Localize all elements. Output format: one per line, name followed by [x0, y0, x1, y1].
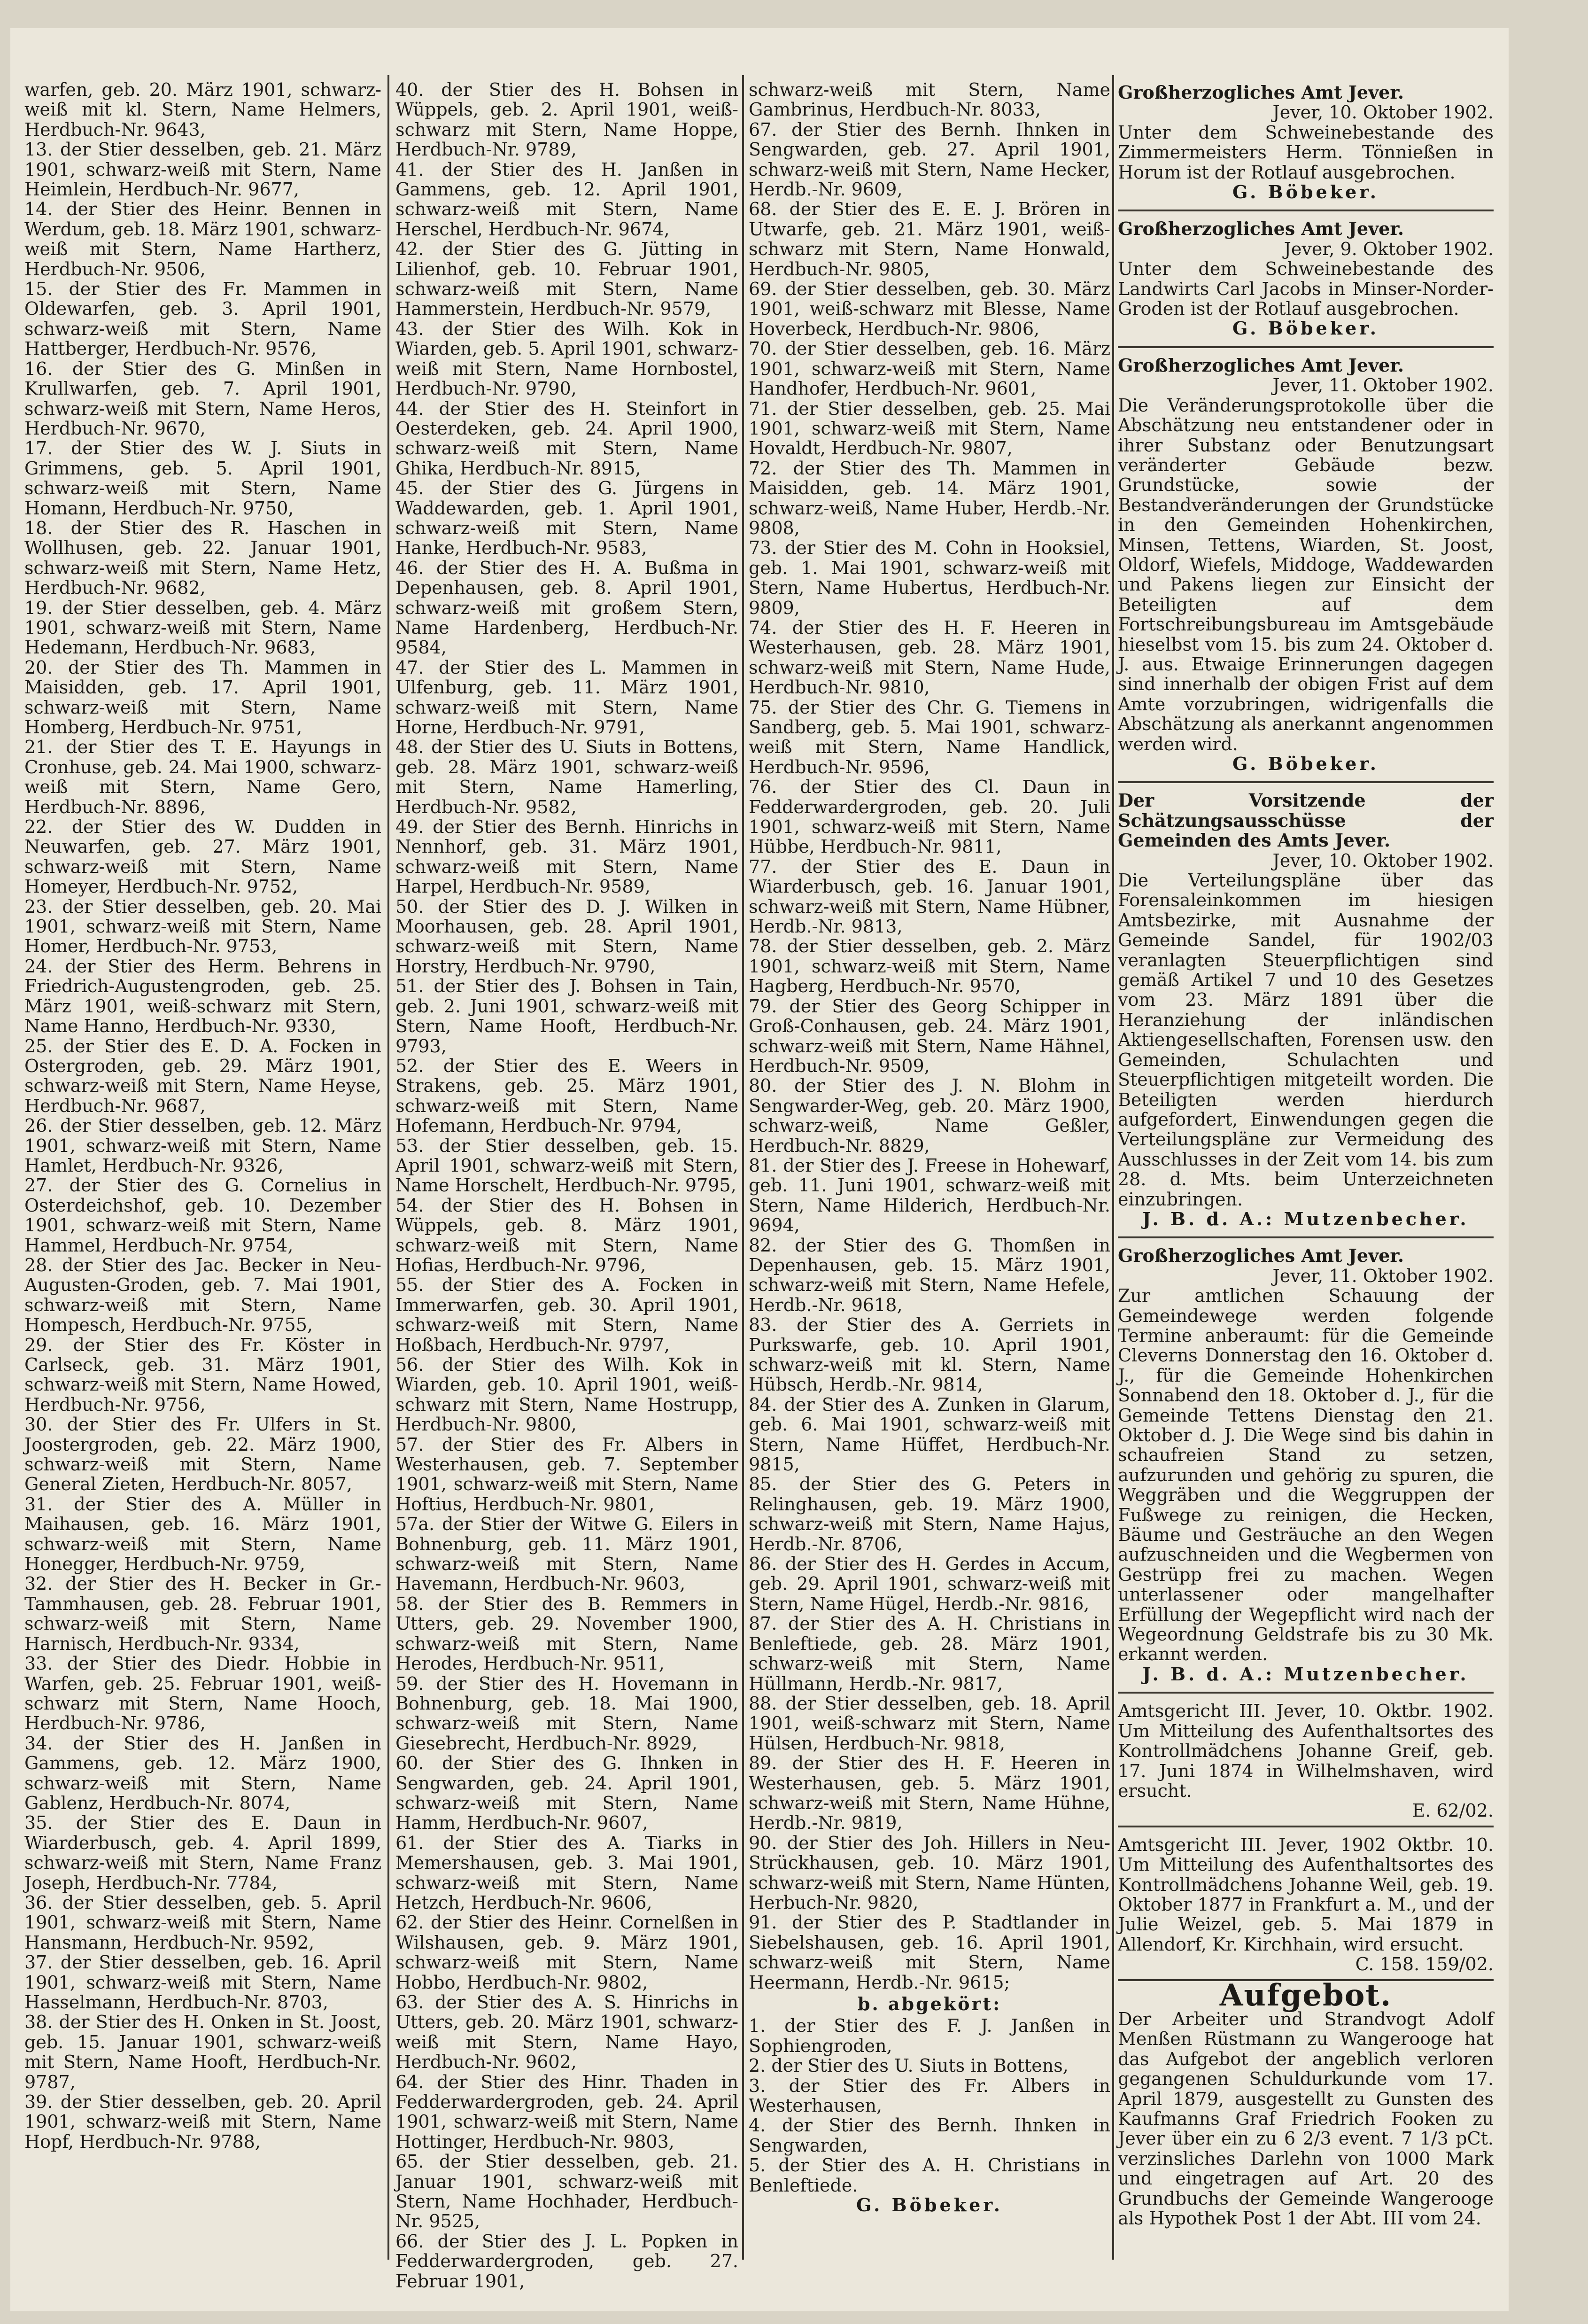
registry-entry: 51. der Stier des J. Bohsen in Tain, geb. 2. Juni 1901, schwarz-weiß mit Stern, Name Hooft, Herdbuch-Nr. 9793,	[395, 976, 738, 1057]
registry-entry: 27. der Stier des G. Cornelius in Osterdeichshof, geb. 10. Dezember 1901, schwarz-weiß mit Stern, Name Hammel, Herdbuch-Nr. 9754,	[24, 1175, 381, 1256]
sub-heading: b. abgekört:	[857, 1993, 1002, 2014]
registry-entry: 2. der Stier des U. Siuts in Bottens,	[749, 2055, 1069, 2076]
registry-entry: 4. der Stier des Bernh. Ihnken in Sengwarden,	[749, 2115, 1110, 2156]
registry-entry: 32. der Stier des H. Becker in Gr.-Tammhausen, geb. 28. Februar 1901, schwarz-weiß mit Stern, Name Harnisch, Herdbuch-Nr. 9334,	[24, 1573, 381, 1654]
registry-entry: 45. der Stier des G. Jürgens in Waddewarden, geb. 1. April 1901, schwarz-weiß mit Stern, Name Hanke, Herdbuch-Nr. 9583,	[395, 478, 738, 559]
registry-entry: 31. der Stier des A. Müller in Maihausen, geb. 16. März 1901, schwarz-weiß mit Stern, Name Honegger, Herdbuch-Nr. 9759,	[24, 1493, 381, 1575]
registry-entry: 87. der Stier des A. H. Christians in Benleftiede, geb. 28. März 1901, schwarz-weiß mit Stern, Name Hüllmann, Herdb.-Nr. 9817,	[749, 1613, 1110, 1694]
registry-entry: warfen, geb. 20. März 1901, schwarz-weiß mit kl. Stern, Name Helmers, Herdbuch-Nr. 9643,	[24, 79, 381, 140]
signature: J. B. d. A.: Mutzenbecher.	[1142, 1208, 1469, 1229]
registry-entry: 54. der Stier des H. Bohsen in Wüppels, geb. 8. März 1901, schwarz-weiß mit Stern, Name Hofias, Herdbuch-Nr. 9796,	[395, 1195, 738, 1275]
notice-authority: Großherzogliches Amt Jever.	[1118, 218, 1404, 240]
registry-entry: 83. der Stier des A. Gerriets in Purkswarfe, geb. 10. April 1901, schwarz-weiß mit kl. Stern, Name Hübsch, Herdb.-Nr. 9814,	[749, 1314, 1110, 1395]
registry-entry: 44. der Stier des H. Steinfort in Oesterdeken, geb. 24. April 1900, schwarz-weiß mit Stern, Name Ghika, Herdbuch-Nr. 8915,	[395, 398, 738, 479]
signature: G. Böbeker.	[1232, 753, 1379, 774]
registry-entry: 69. der Stier desselben, geb. 30. März 1901, weiß-schwarz mit Blesse, Name Hoverbeck, Herdbuch-Nr. 9806,	[749, 279, 1110, 339]
registry-entry: 84. der Stier des A. Zunken in Glarum, geb. 6. Mai 1901, schwarz-weiß mit Stern, Name Hüffet, Herdbuch-Nr. 9815,	[749, 1394, 1110, 1475]
registry-entry: 41. der Stier des H. Janßen in Gammens, geb. 12. April 1901, schwarz-weiß mit Stern, Name Herschel, Herdbuch-Nr. 9674,	[395, 159, 738, 240]
registry-entry: 35. der Stier des E. Daun in Wiarderbusch, geb. 4. April 1899, schwarz-weiß mit Stern, Name Franz Joseph, Herdbuch-Nr. 7784,	[24, 1812, 381, 1893]
registry-entry: 80. der Stier des J. N. Blohm in Sengwarder-Weg, geb. 20. März 1900, schwarz-weiß, Name Geßler, Herdbuch-Nr. 8829,	[749, 1075, 1110, 1156]
notice-date: Jever, 10. Oktober 1902.	[1272, 850, 1494, 871]
registry-entry: 22. der Stier des W. Dudden in Neuwarfen, geb. 27. März 1901, schwarz-weiß mit Stern, Name Homeyer, Herdbuch-Nr. 9752,	[24, 816, 381, 897]
notice-authority: Der Vorsitzende der Schätzungsausschüsse der Gemeinden des Amts Jever.	[1118, 790, 1494, 851]
registry-entry: 52. der Stier des E. Weers in Strakens, geb. 25. März 1901, schwarz-weiß mit Stern, Name Hofemann, Herdbuch-Nr. 9794,	[395, 1055, 738, 1136]
registry-entry: 75. der Stier des Chr. G. Tiemens in Sandberg, geb. 5. Mai 1901, schwarz-weiß mit Stern, Name Handlick, Herdbuch-Nr. 9596,	[749, 697, 1110, 777]
registry-entry: 29. der Stier des Fr. Köster in Carlseck, geb. 31. März 1901, schwarz-weiß mit Stern, Name Howed, Herdbuch-Nr. 9756,	[24, 1334, 381, 1415]
registry-entry: 25. der Stier des E. D. A. Focken in Ostergroden, geb. 29. März 1901, schwarz-weiß mit Stern, Name Heyse, Herdbuch-Nr. 9687,	[24, 1035, 381, 1116]
notice-authority: Großherzogliches Amt Jever.	[1118, 354, 1404, 376]
notice-text: Die Verteilungspläne über das Forensaleinkommen im hiesigen Amtsbezirke, mit Ausnahme der Gemeinde Sandel, für 1902/03 veranlagten Steuerpflichtigen sind gemäß Artikel 7 und 10 des Gesetzes vom 23. März 1891 über die Heranziehung der inländischen Aktiengesellschaften, Forensen usw. den Gemeinden, Schulachten und Steuerpflichtigen mitgeteilt worden. Die Beteiligten werden hierdurch aufgefordert, Einwendungen gegen die Verteilungspläne zur Vermeidung des Ausschlusses in der Zeit vom 14. bis zum 28. d. Mts. beim Unterzeichneten einzubringen.	[1118, 870, 1494, 1210]
notice-reference: C. 158. 159/02.	[1355, 1954, 1494, 1975]
registry-entry: 55. der Stier des A. Focken in Immerwarfen, geb. 30. April 1901, schwarz-weiß mit Stern, Name Hoßbach, Herdbuch-Nr. 9797,	[395, 1275, 738, 1355]
registry-entry: 5. der Stier des A. H. Christians in Benleftiede.	[749, 2155, 1110, 2196]
signature: G. Böbeker.	[856, 2194, 1003, 2216]
notice-7	[1118, 1832, 1494, 1981]
registry-entry: 70. der Stier desselben, geb. 16. März 1901, schwarz-weiß mit Stern, Name Handhofer, Herdbuch-Nr. 9601,	[749, 338, 1110, 399]
notice-text: Unter dem Schweinebestande des Landwirts Carl Jacobs in Minser-Norder-Groden ist der Rotlauf ausgebrochen.	[1118, 258, 1494, 319]
notice-authority: Großherzogliches Amt Jever.	[1118, 82, 1404, 103]
registry-entry: 36. der Stier desselben, geb. 5. April 1901, schwarz-weiß mit Stern, Name Hansmann, Herdbuch-Nr. 9592,	[24, 1892, 381, 1953]
registry-entry: 76. der Stier des Cl. Daun in Fedderwardergroden, geb. 20. Juli 1901, schwarz-weiß mit Stern, Name Hübbe, Herdbuch-Nr. 9811,	[749, 777, 1110, 857]
registry-entry: 48. der Stier des U. Siuts in Bottens, geb. 28. März 1901, schwarz-weiß mit Stern, Name Hamerling, Herdbuch-Nr. 9582,	[395, 737, 738, 817]
registry-entry: 67. der Stier des Bernh. Ihnken in Sengwarden, geb. 27. April 1901, schwarz-weiß mit Stern, Name Hecker, Herdb.-Nr. 9609,	[749, 119, 1110, 200]
registry-entry: 38. der Stier des H. Onken in St. Joost, geb. 15. Januar 1901, schwarz-weiß mit Stern, Name Hooft, Herdbuch-Nr. 9787,	[24, 2012, 381, 2092]
registry-entry: 64. der Stier des Hinr. Thaden in Fedderwardergroden, geb. 24. April 1901, schwarz-weiß mit Stern, Name Hottinger, Herdbuch-Nr. 9803,	[395, 2071, 738, 2152]
registry-entry: 15. der Stier des Fr. Mammen in Oldewarfen, geb. 3. April 1901, schwarz-weiß mit Stern, Name Hattberger, Herdbuch-Nr. 9576,	[24, 279, 381, 359]
column-3-entries	[749, 80, 1110, 1992]
notice-reference: E. 62/02.	[1412, 1800, 1494, 1821]
registry-entry: 78. der Stier desselben, geb. 2. März 1901, schwarz-weiß mit Stern, Name Hagberg, Herdbuch-Nr. 9570,	[749, 936, 1110, 997]
registry-entry: 85. der Stier des G. Peters in Relinghausen, geb. 19. März 1900, schwarz-weiß mit Stern, Name Hajus, Herdb.-Nr. 8706,	[749, 1474, 1110, 1555]
column-rule	[742, 75, 744, 2260]
registry-entry: 89. der Stier des H. F. Heeren in Westerhausen, geb. 5. März 1901, schwarz-weiß mit Stern, Name Hühne, Herdb.-Nr. 9819,	[749, 1753, 1110, 1834]
registry-entry: 77. der Stier des E. Daun in Wiarderbusch, geb. 16. Januar 1901, schwarz-weiß mit Stern, Name Hübner, Herdb.-Nr. 9813,	[749, 856, 1110, 937]
registry-entry: 14. der Stier des Heinr. Bennen in Werdum, geb. 18. März 1901, schwarz-weiß mit Stern, Name Hartherz, Herdbuch-Nr. 9506,	[24, 199, 381, 280]
registry-entry: 49. der Stier des Bernh. Hinrichs in Nennhorf, geb. 31. März 1901, schwarz-weiß mit Stern, Name Harpel, Herdbuch-Nr. 9589,	[395, 816, 738, 897]
registry-entry: 82. der Stier des G. Thomßen in Depenhausen, geb. 15. März 1901, schwarz-weiß mit Stern, Name Hefele, Herdb.-Nr. 9618,	[749, 1235, 1110, 1315]
registry-entry: 57. der Stier des Fr. Albers in Westerhausen, geb. 7. September 1901, schwarz-weiß mit Stern, Name Hoftius, Herdbuch-Nr. 9801,	[395, 1434, 738, 1515]
registry-entry: 68. der Stier des E. E. J. Brören in Utwarfe, geb. 21. März 1901, weiß-schwarz mit Stern, Name Honwald, Herdbuch-Nr. 9805,	[749, 199, 1110, 280]
registry-entry: 19. der Stier desselben, geb. 4. März 1901, schwarz-weiß mit Stern, Name Hedemann, Herdbuch-Nr. 9683,	[24, 597, 381, 658]
registry-entry: 47. der Stier des L. Mammen in Ulfenburg, geb. 11. März 1901, schwarz-weiß mit Stern, Name Horne, Herdbuch-Nr. 9791,	[395, 657, 738, 738]
registry-entry: 24. der Stier des Herm. Behrens in Friedrich-Augustengroden, geb. 25. März 1901, weiß-schwarz mit Stern, Name Hanno, Herdbuch-Nr. 9330,	[24, 956, 381, 1037]
registry-entry: 26. der Stier desselben, geb. 12. März 1901, schwarz-weiß mit Stern, Name Hamlet, Herdbuch-Nr. 9326,	[24, 1115, 381, 1176]
registry-entry: 90. der Stier des Joh. Hillers in Neu-Strückhausen, geb. 10. März 1901, schwarz-weiß mit Stern, Name Hünten, Herbuch-Nr. 9820,	[749, 1832, 1110, 1913]
notice-authority: Großherzogliches Amt Jever.	[1118, 1245, 1404, 1267]
registry-entry: 20. der Stier des Th. Mammen in Maisidden, geb. 17. April 1901, schwarz-weiß mit Stern, Name Homberg, Herdbuch-Nr. 9751,	[24, 657, 381, 738]
registry-entry: 65. der Stier desselben, geb. 21. Januar 1901, schwarz-weiß mit Stern, Name Hochhader, Herdbuch-Nr. 9525,	[395, 2151, 738, 2232]
registry-entry: 23. der Stier desselben, geb. 20. Mai 1901, schwarz-weiß mit Stern, Name Homer, Herdbuch-Nr. 9753,	[24, 896, 381, 957]
registry-entry: 71. der Stier desselben, geb. 25. Mai 1901, schwarz-weiß mit Stern, Name Hovaldt, Herdbuch-Nr. 9807,	[749, 398, 1110, 459]
signature: G. Böbeker.	[1232, 181, 1379, 203]
signature: J. B. d. A.: Mutzenbecher.	[1142, 1663, 1469, 1685]
aufgebot-title: Aufgebot.	[1219, 1977, 1392, 2013]
registry-entry: 53. der Stier desselben, geb. 15. April 1901, schwarz-weiß mit Stern, Name Horschelt, Herdbuch-Nr. 9795,	[395, 1135, 738, 1196]
registry-entry: 46. der Stier des H. A. Bußma in Depenhausen, geb. 8. April 1901, schwarz-weiß mit großem Stern, Name Hardenberg, Herdbuch-Nr. 9584,	[395, 557, 738, 658]
column-4	[1118, 80, 1494, 2228]
notice-text: Unter dem Schweinebestande des Zimmermeisters Herm. Tönnießen in Horum ist der Rotlauf ausgebrochen.	[1118, 122, 1494, 183]
registry-entry: 72. der Stier des Th. Mammen in Maisidden, geb. 14. März 1901, schwarz-weiß, Name Huber, Herdb.-Nr. 9808,	[749, 458, 1110, 538]
notice-date: Jever, 9. Oktober 1902.	[1284, 238, 1494, 259]
registry-entry: 50. der Stier des D. J. Wilken in Moorhausen, geb. 28. April 1901, schwarz-weiß mit Stern, Name Horstry, Herdbuch-Nr. 9790,	[395, 896, 738, 977]
registry-entry: 63. der Stier des A. S. Hinrichs in Utters, geb. 20. März 1901, schwarz-weiß mit Stern, Name Hayo, Herdbuch-Nr. 9602,	[395, 1992, 738, 2073]
aufgebot-notice	[1118, 1977, 1494, 2229]
notice-1	[1118, 80, 1494, 211]
registry-entry: 28. der Stier des Jac. Becker in Neu-Augusten-Groden, geb. 7. Mai 1901, schwarz-weiß mit Stern, Name Hompesch, Herdbuch-Nr. 9755,	[24, 1254, 381, 1336]
registry-entry: 56. der Stier des Wilh. Kok in Wiarden, geb. 10. April 1901, weiß-schwarz mit Stern, Name Hostrupp, Herdbuch-Nr. 9800,	[395, 1354, 738, 1435]
column-rule	[1112, 75, 1114, 2260]
notice-date: Jever, 11. Oktober 1902.	[1272, 375, 1494, 396]
notice-date: Jever, 11. Oktober 1902.	[1272, 1265, 1494, 1286]
registry-entry: 86. der Stier des H. Gerdes in Accum, geb. 29. April 1901, schwarz-weiß mit Stern, Name Hügel, Herdb.-Nr. 9816,	[749, 1554, 1110, 1614]
column-1	[24, 80, 381, 2152]
registry-entry: 57a. der Stier der Witwe G. Eilers in Bohnenburg, geb. 11. März 1901, schwarz-weiß mit Stern, Name Havemann, Herdbuch-Nr. 9603,	[395, 1514, 738, 1594]
registry-entry: 73. der Stier des M. Cohn in Hooksiel, geb. 1. Mai 1901, schwarz-weiß mit Stern, Name Hubertus, Herdbuch-Nr. 9809,	[749, 537, 1110, 618]
registry-entry: 16. der Stier des G. Minßen in Krullwarfen, geb. 7. April 1901, schwarz-weiß mit Stern, Name Heros, Herdbuch-Nr. 9670,	[24, 358, 381, 439]
registry-entry: 61. der Stier des A. Tiarks in Memershausen, geb. 3. Mai 1901, schwarz-weiß mit Stern, Name Hetzch, Herdbuch-Nr. 9606,	[395, 1832, 738, 1913]
newspaper-page	[10, 28, 1509, 2311]
registry-entry: 91. der Stier des P. Stadtlander in Siebelshausen, geb. 16. April 1901, schwarz-weiß mit Stern, Name Heermann, Herdb.-Nr. 9615;	[749, 1912, 1110, 1993]
notice-2	[1118, 216, 1494, 348]
registry-entry: 34. der Stier des H. Janßen in Gammens, geb. 12. März 1900, schwarz-weiß mit Stern, Name Gablenz, Herdbuch-Nr. 8074,	[24, 1733, 381, 1813]
registry-entry: 1. der Stier des F. J. Janßen in Sophiengroden,	[749, 2015, 1110, 2056]
registry-entry: 3. der Stier des Fr. Albers in Westerhausen,	[749, 2075, 1110, 2116]
registry-entry: 17. der Stier des W. J. Siuts in Grimmens, geb. 5. April 1901, schwarz-weiß mit Stern, Name Homann, Herdbuch-Nr. 9750,	[24, 438, 381, 519]
registry-entry: 42. der Stier des G. Jütting in Lilienhof, geb. 10. Februar 1901, schwarz-weiß mit Stern, Name Hammerstein, Herdbuch-Nr. 9579,	[395, 239, 738, 319]
registry-entry: 58. der Stier des B. Remmers in Utters, geb. 29. November 1900, schwarz-weiß mit Stern, Name Herodes, Herdbuch-Nr. 9511,	[395, 1593, 738, 1674]
notice-4	[1118, 788, 1494, 1238]
registry-entry: 39. der Stier desselben, geb. 20. April 1901, schwarz-weiß mit Stern, Name Hopf, Herdbuch-Nr. 9788,	[24, 2091, 381, 2152]
registry-entry: schwarz-weiß mit Stern, Name Gambrinus, Herdbuch-Nr. 8033,	[749, 79, 1110, 120]
registry-entry: 66. der Stier des J. L. Popken in Fedderwardergroden, geb. 27. Februar 1901,	[395, 2231, 738, 2292]
registry-entry: 18. der Stier des R. Haschen in Wollhusen, geb. 22. Januar 1901, schwarz-weiß mit Stern, Name Hetz, Herdbuch-Nr. 9682,	[24, 517, 381, 598]
aufgebot-text: Der Arbeiter und Strandvogt Adolf Menßen Rüstmann zu Wangerooge hat das Aufgebot der angeblich verloren gegangenen Schuldurkunde vom 17. April 1879, ausgestellt zu Gunsten des Kaufmanns Graf Friedrich Fooken zu Jever über ein zu 6 2/3 event. 7 1/3 pCt. verzinsliches Darlehn von 1000 Mark und eingetragen auf Art. 20 des Grundbuchs der Gemeinde Wangerooge als Hypothek Post 1 der Abt. III vom 24.	[1118, 2008, 1494, 2229]
registry-entry: 74. der Stier des H. F. Heeren in Westerhausen, geb. 28. März 1901, schwarz-weiß mit Stern, Name Hude, Herdbuch-Nr. 9810,	[749, 617, 1110, 698]
column-2	[395, 80, 738, 2291]
notice-6	[1118, 1698, 1494, 1827]
notice-text: Die Veränderungsprotokolle über die Abschätzung neu entstandener oder in ihrer Substanz oder Benutzungsart veränderter Gebäude bezw. Grundstücke, sowie der Bestandveränderungen der Grundstücke in den Gemeinden Hohenkirchen, Minsen, Tettens, Wiarden, St. Joost, Oldorf, Wiefels, Middoge, Waddewarden und Pakens liegen zur Einsicht der Beteiligten auf dem Fortschreibungsbureau im Amtsgebäude hieselbst vom 15. bis zum 24. Oktober d. J. aus. Etwaige Erinnerungen dagegen sind innerhalb der obigen Frist auf dem Amte vorzubringen, widrigenfalls die Abschätzung als anerkannt angenommen werden wird.	[1118, 395, 1494, 754]
column-3	[749, 80, 1110, 2218]
registry-entry: 79. der Stier des Georg Schipper in Groß-Conhausen, geb. 24. März 1901, schwarz-weiß mit Stern, Name Hähnel, Herdbuch-Nr. 9509,	[749, 995, 1110, 1076]
column-3-sub-entries	[749, 2016, 1110, 2195]
registry-entry: 21. der Stier des T. E. Hayungs in Cronhuse, geb. 24. Mai 1900, schwarz-weiß mit Stern, Name Gero, Herdbuch-Nr. 8896,	[24, 737, 381, 817]
signature: G. Böbeker.	[1232, 318, 1379, 339]
registry-entry: 30. der Stier des Fr. Ulfers in St. Joostergroden, geb. 22. März 1900, schwarz-weiß mit Stern, Name General Zieten, Herdbuch-Nr. 8057,	[24, 1414, 381, 1495]
registry-entry: 33. der Stier des Diedr. Hobbie in Warfen, geb. 25. Februar 1901, weiß-schwarz mit Stern, Name Hooch, Herdbuch-Nr. 9786,	[24, 1653, 381, 1734]
registry-entry: 59. der Stier des H. Hovemann in Bohnenburg, geb. 18. Mai 1900, schwarz-weiß mit Stern, Name Giesebrecht, Herdbuch-Nr. 8929,	[395, 1673, 738, 1754]
registry-entry: 62. der Stier des Heinr. Cornelßen in Wilshausen, geb. 9. März 1901, schwarz-weiß mit Stern, Name Hobbo, Herdbuch-Nr. 9802,	[395, 1912, 738, 1993]
registry-entry: 60. der Stier des G. Ihnken in Sengwarden, geb. 24. April 1901, schwarz-weiß mit Stern, Name Hamm, Herdbuch-Nr. 9607,	[395, 1753, 738, 1834]
notice-5	[1118, 1243, 1494, 1694]
notice-3	[1118, 353, 1494, 784]
registry-entry: 81. der Stier des J. Freese in Hohewarf, geb. 11. Juni 1901, schwarz-weiß mit Stern, Name Hilderich, Herdbuch-Nr. 9694,	[749, 1155, 1110, 1236]
notice-text: Amtsgericht III. Jever, 10. Oktbr. 1902. Um Mitteilung des Aufenthaltsortes des Kontrollmädchens Johanne Greif, geb. 17. Juni 1874 in Wilhelmshaven, wird ersucht.	[1118, 1701, 1494, 1801]
notice-text: Zur amtlichen Schauung der Gemeindewege werden folgende Termine anberaumt: für die Gemeinde Cleverns Donnerstag den 16. Oktober d. J., für die Gemeinde Hohenkirchen Sonnabend den 18. Oktober d. J., für die Gemeinde Tettens Dienstag den 21. Oktober d. J. Die Wege sind bis dahin in schaufreien Stand zu setzen, aufzurunden und gehörig zu spuren, die Weggräben und die Weggruppen der Fußwege zu reinigen, die Hecken, Bäume und Gesträuche an den Wegen aufzuschneiden und die Wegbermen von Gestrüpp frei zu machen. Wegen unterlassener oder mangelhafter Erfüllung der Wegepflicht wird nach der Wegeordnung Geldstrafe bis zu 30 Mk. erkannt werden.	[1118, 1285, 1494, 1665]
registry-entry: 88. der Stier desselben, geb. 18. April 1901, weiß-schwarz mit Stern, Name Hülsen, Herdbuch-Nr. 9818,	[749, 1693, 1110, 1754]
column-rule	[387, 75, 389, 2260]
registry-entry: 13. der Stier desselben, geb. 21. März 1901, schwarz-weiß mit Stern, Name Heimlein, Herdbuch-Nr. 9677,	[24, 139, 381, 200]
notice-date: Jever, 10. Oktober 1902.	[1272, 102, 1494, 123]
registry-entry: 37. der Stier desselben, geb. 16. April 1901, schwarz-weiß mit Stern, Name Hasselmann, Herdbuch-Nr. 8703,	[24, 1952, 381, 2013]
registry-entry: 40. der Stier des H. Bohsen in Wüppels, geb. 2. April 1901, weiß-schwarz mit Stern, Name Hoppe, Herdbuch-Nr. 9789,	[395, 79, 738, 160]
notice-text: Amtsgericht III. Jever, 1902 Oktbr. 10. Um Mitteilung des Aufenthaltsortes des Kontrollmädchens Johanne Weil, geb. 19. Oktober 1877 in Frankfurt a. M., und der Julie Weizel, geb. 5. Mai 1879 in Allendorf, Kr. Kirchhain, wird ersucht.	[1118, 1834, 1494, 1955]
registry-entry: 43. der Stier des Wilh. Kok in Wiarden, geb. 5. April 1901, schwarz-weiß mit Stern, Name Hornbostel, Herdbuch-Nr. 9790,	[395, 318, 738, 399]
